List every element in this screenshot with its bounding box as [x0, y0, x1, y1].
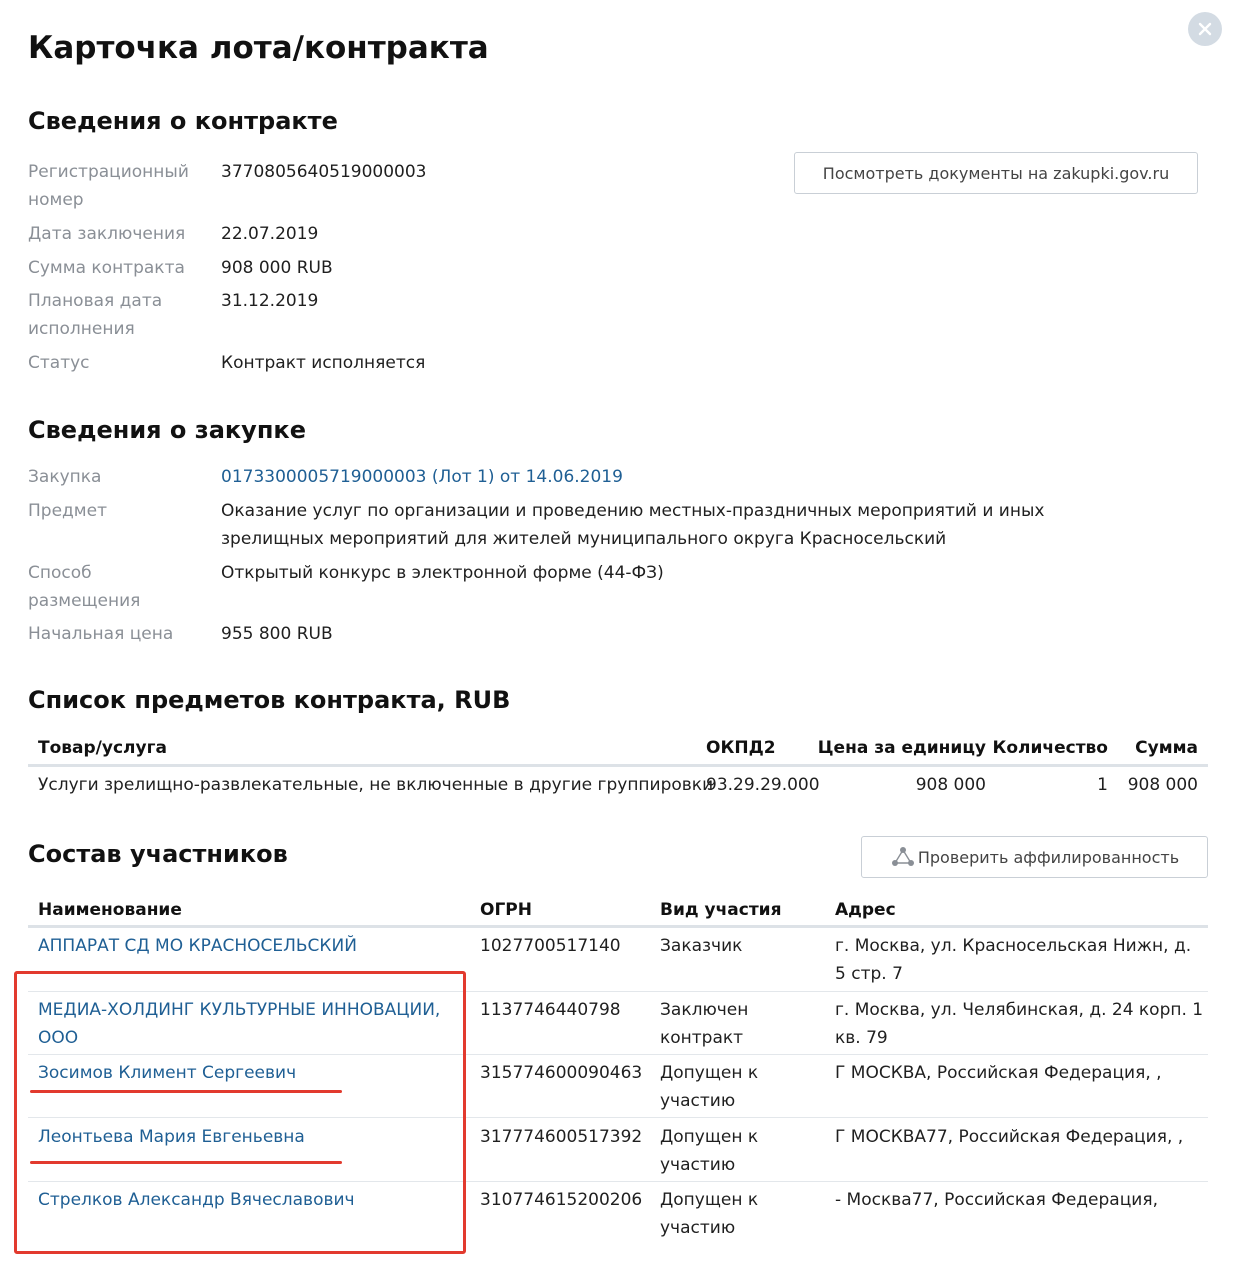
participant-address-cell: г. Москва, ул. Челябинская, д. 24 корп. 1 кв. 79	[835, 1000, 1204, 1048]
purchase-section-title: Сведения о закупке	[28, 416, 306, 444]
participants-col-address: Адрес	[835, 900, 896, 920]
field-label-contract-sum: Сумма контракта	[28, 258, 185, 278]
participants-col-role: Вид участия	[660, 900, 782, 920]
participant-name-link[interactable]: АППАРАТ СД МО КРАСНОСЕЛЬСКИЙ	[38, 936, 357, 956]
field-value-placement-method: Открытый конкурс в электронной форме (44-ФЗ)	[221, 563, 664, 583]
participants-col-name: Наименование	[38, 900, 182, 920]
annotation-highlight-box	[14, 971, 466, 1254]
item-name-cell: Услуги зрелищно-развлекательные, не включенные в другие группировки	[38, 775, 714, 795]
field-value-status: Контракт исполняется	[221, 353, 426, 373]
participant-name-link[interactable]: Леонтьева Мария Евгеньевна	[38, 1127, 305, 1147]
field-value-initial-price: 955 800 RUB	[221, 624, 333, 644]
field-value-planned-date: 31.12.2019	[221, 291, 319, 311]
participant-role-cell: Допущен к участию	[660, 1190, 759, 1238]
close-button[interactable]	[1188, 12, 1222, 46]
field-value-conclusion-date: 22.07.2019	[221, 224, 319, 244]
participant-name-link[interactable]: Стрелков Александр Вячеславович	[38, 1190, 355, 1210]
participants-col-ogrn: ОГРН	[480, 900, 532, 920]
items-col-name: Товар/услуга	[38, 738, 167, 758]
field-label-subject: Предмет	[28, 501, 107, 521]
participant-ogrn-cell: 1137746440798	[480, 1000, 621, 1020]
close-icon	[1197, 21, 1213, 37]
participant-name-link[interactable]: Зосимов Климент Сергеевич	[38, 1063, 297, 1083]
participant-address-cell: г. Москва, ул. Красносельская Нижн, д. 5 стр. 7	[835, 936, 1192, 984]
items-section-title: Список предметов контракта, RUB	[28, 686, 511, 714]
field-value-purchase	[221, 463, 1141, 491]
item-qty-cell: 1	[1097, 775, 1108, 795]
items-header-divider	[28, 764, 1208, 767]
field-value-reg-number: 3770805640519000003	[221, 162, 427, 182]
page-title: Карточка лота/контракта	[28, 30, 489, 66]
participant-ogrn-cell: 317774600517392	[480, 1127, 643, 1147]
participant-role-cell: Заказчик	[660, 936, 743, 956]
participant-address-cell: - Москва77, Российская Федерация,	[835, 1190, 1158, 1210]
participant-ogrn-cell: 1027700517140	[480, 936, 621, 956]
participant-address-cell: Г МОСКВА77, Российская Федерация, ,	[835, 1127, 1184, 1147]
field-label-conclusion-date: Дата заключения	[28, 224, 186, 244]
check-affiliation-label: Проверить аффилированность	[917, 847, 1180, 867]
item-okpd-cell: 93.29.29.000	[706, 775, 820, 795]
check-affiliation-button[interactable]	[861, 836, 1208, 878]
annotation-underline	[30, 1161, 342, 1164]
participant-ogrn-cell: 310774615200206	[480, 1190, 643, 1210]
items-col-unit-price: Цена за единицу	[817, 738, 986, 758]
view-documents-button[interactable]: Посмотреть документы на zakupki.gov.ru	[794, 152, 1198, 194]
participant-role-cell: Допущен к участию	[660, 1063, 759, 1111]
annotation-underline	[30, 1090, 342, 1093]
purchase-link[interactable]: 0173300005719000003 (Лот 1) от 14.06.2019	[221, 467, 623, 487]
network-icon	[890, 846, 916, 868]
field-label-initial-price: Начальная цена	[28, 624, 174, 644]
field-label-status: Статус	[28, 353, 90, 373]
contract-section-title: Сведения о контракте	[28, 107, 338, 135]
field-label-placement-method: Способ размещения	[28, 563, 141, 611]
participant-ogrn-cell: 315774600090463	[480, 1063, 643, 1083]
item-sum-cell: 908 000	[1127, 775, 1198, 795]
items-col-okpd: ОКПД2	[706, 738, 776, 758]
participant-address-cell: Г МОСКВА, Российская Федерация, ,	[835, 1063, 1162, 1083]
participants-section-title: Состав участников	[28, 840, 288, 868]
participant-role-cell: Допущен к участию	[660, 1127, 759, 1175]
items-col-sum: Сумма	[1135, 738, 1198, 758]
participant-role-cell: Заключен контракт	[660, 1000, 749, 1048]
items-col-quantity: Количество	[992, 738, 1108, 758]
participant-name-link[interactable]: МЕДИА-ХОЛДИНГ КУЛЬТУРНЫЕ ИННОВАЦИИ, ООО	[38, 1000, 441, 1048]
field-label-purchase: Закупка	[28, 467, 102, 487]
participants-header-divider	[28, 925, 1208, 928]
item-price-cell: 908 000	[915, 775, 986, 795]
field-label-reg-number: Регистрационный номер	[28, 162, 189, 210]
field-value-contract-sum: 908 000 RUB	[221, 258, 333, 278]
field-value-subject: Оказание услуг по организации и проведению местных-праздничных мероприятий и иных зрелищных мероприятий для жителей муниципального округа Красносельский	[221, 501, 1045, 549]
field-label-planned-date: Плановая дата исполнения	[28, 291, 163, 339]
